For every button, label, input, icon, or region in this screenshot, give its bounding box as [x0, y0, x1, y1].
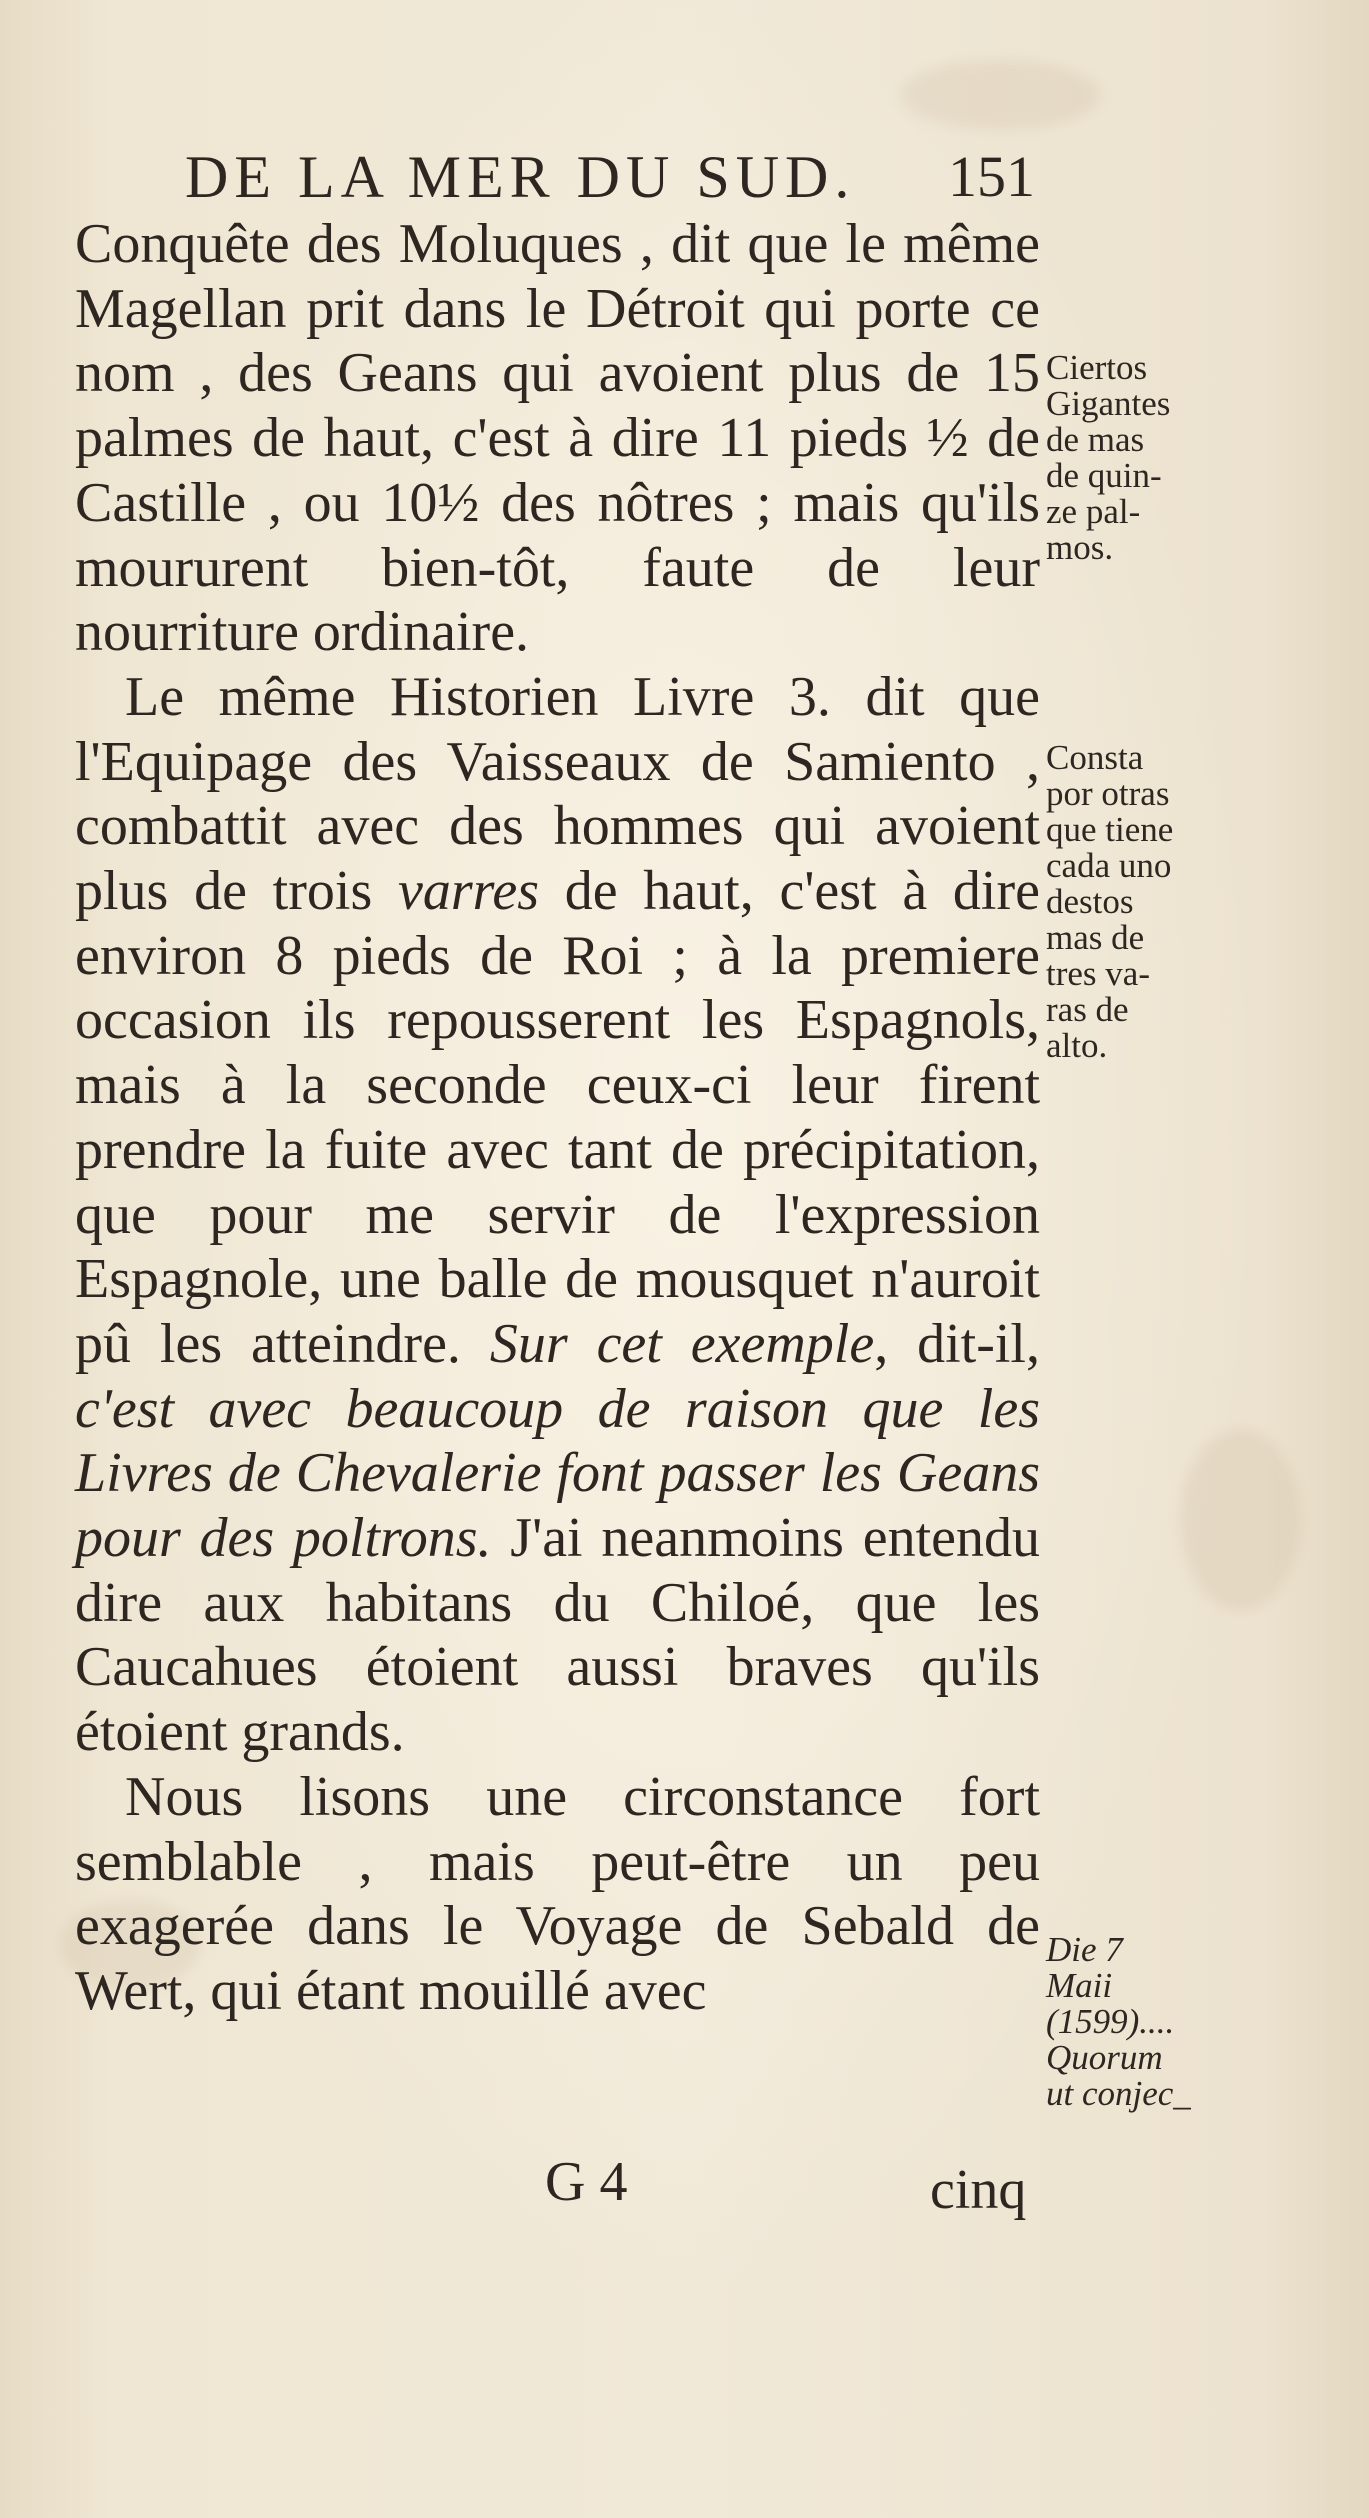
- page-header: [185, 142, 1035, 212]
- margin-note-line: ze pal-: [1046, 492, 1141, 531]
- page-number: 151: [948, 144, 1035, 209]
- text-run: Le même Historien Livre 3. dit que l'Equipage des Vaisseaux de Samiento , combattit avec des hommes qui avoient plus de trois: [75, 665, 1040, 923]
- margin-note-line: mas de: [1046, 918, 1145, 957]
- margin-note-line: (1599)....: [1046, 2002, 1175, 2041]
- paper-stain: [1180, 1430, 1300, 1610]
- margin-note-die-maii: [1046, 1932, 1191, 2112]
- margin-note-line: ut conjec_: [1046, 2074, 1191, 2113]
- margin-note-line: destos: [1046, 882, 1134, 921]
- margin-note-line: Gigantes: [1046, 384, 1171, 423]
- paragraph: [75, 1765, 1040, 2024]
- italic-run: c'est avec beaucoup de raison que les Livres de Chevalerie font passer les Geans pour des poltrons.: [75, 1377, 1040, 1570]
- catchword: cinq: [930, 2159, 1027, 2221]
- text-run: de haut, c'est à dire environ 8 pieds de Roi ; à la premiere occasion ils repousserent les Espagnols, mais à la seconde ceux-ci leur firent prendre la fuite avec tant de précipitation, que pour me servir de l'expression Espagnole, une balle de mousquet n'auroit pû les atteindre.: [75, 860, 1040, 1375]
- main-text: [75, 212, 1040, 2024]
- text-run: , dit-il,: [874, 1312, 1040, 1375]
- paragraph: [75, 665, 1040, 1765]
- text-run: Nous lisons une circonstance fort semblable , mais peut-être un peu exagerée dans le Voyage de Sebald de Wert, qui étant mouillé avec: [75, 1765, 1040, 2022]
- italic-run: varres: [397, 860, 539, 923]
- margin-note-gigantes: [1046, 350, 1170, 566]
- italic-run: Sur cet exemple: [489, 1312, 875, 1375]
- margin-note-consta: [1046, 740, 1173, 1064]
- margin-note-line: cada uno: [1046, 846, 1172, 885]
- text-run: Conquête des Moluques , dit que le même Magellan prit dans le Détroit qui porte ce nom , des Geans qui avoient plus de 15 palmes de haut, c'est à dire 11 pieds ½ de Castille , ou 10½ des nôtres ; mais qu'ils moururent bien-tôt, faute de leur nourriture ordinaire.: [75, 213, 1040, 664]
- margin-note-line: que tiene: [1046, 810, 1174, 849]
- text-run: J'ai neanmoins entendu dire aux habitans du Chiloé, que les Caucahues étoient aussi braves qu'ils étoient grands.: [75, 1507, 1040, 1764]
- margin-note-line: por otras: [1046, 774, 1170, 813]
- signature-mark: G 4: [545, 2151, 628, 2213]
- margin-note-line: tres va-: [1046, 954, 1150, 993]
- margin-note-line: de quin-: [1046, 456, 1162, 495]
- paper-stain: [900, 60, 1100, 130]
- margin-note-line: Consta: [1046, 738, 1144, 777]
- paragraph: [75, 212, 1040, 665]
- margin-note-line: Maii: [1046, 1966, 1113, 2005]
- margin-note-line: ras de: [1046, 990, 1129, 1029]
- margin-note-line: alto.: [1046, 1026, 1108, 1065]
- margin-note-line: Die 7: [1046, 1930, 1123, 1969]
- margin-note-line: de mas: [1046, 420, 1145, 459]
- margin-note-line: mos.: [1046, 528, 1114, 567]
- margin-note-line: Quorum: [1046, 2038, 1163, 2077]
- running-head: DE LA MER DU SUD.: [185, 144, 856, 210]
- margin-note-line: Ciertos: [1046, 348, 1148, 387]
